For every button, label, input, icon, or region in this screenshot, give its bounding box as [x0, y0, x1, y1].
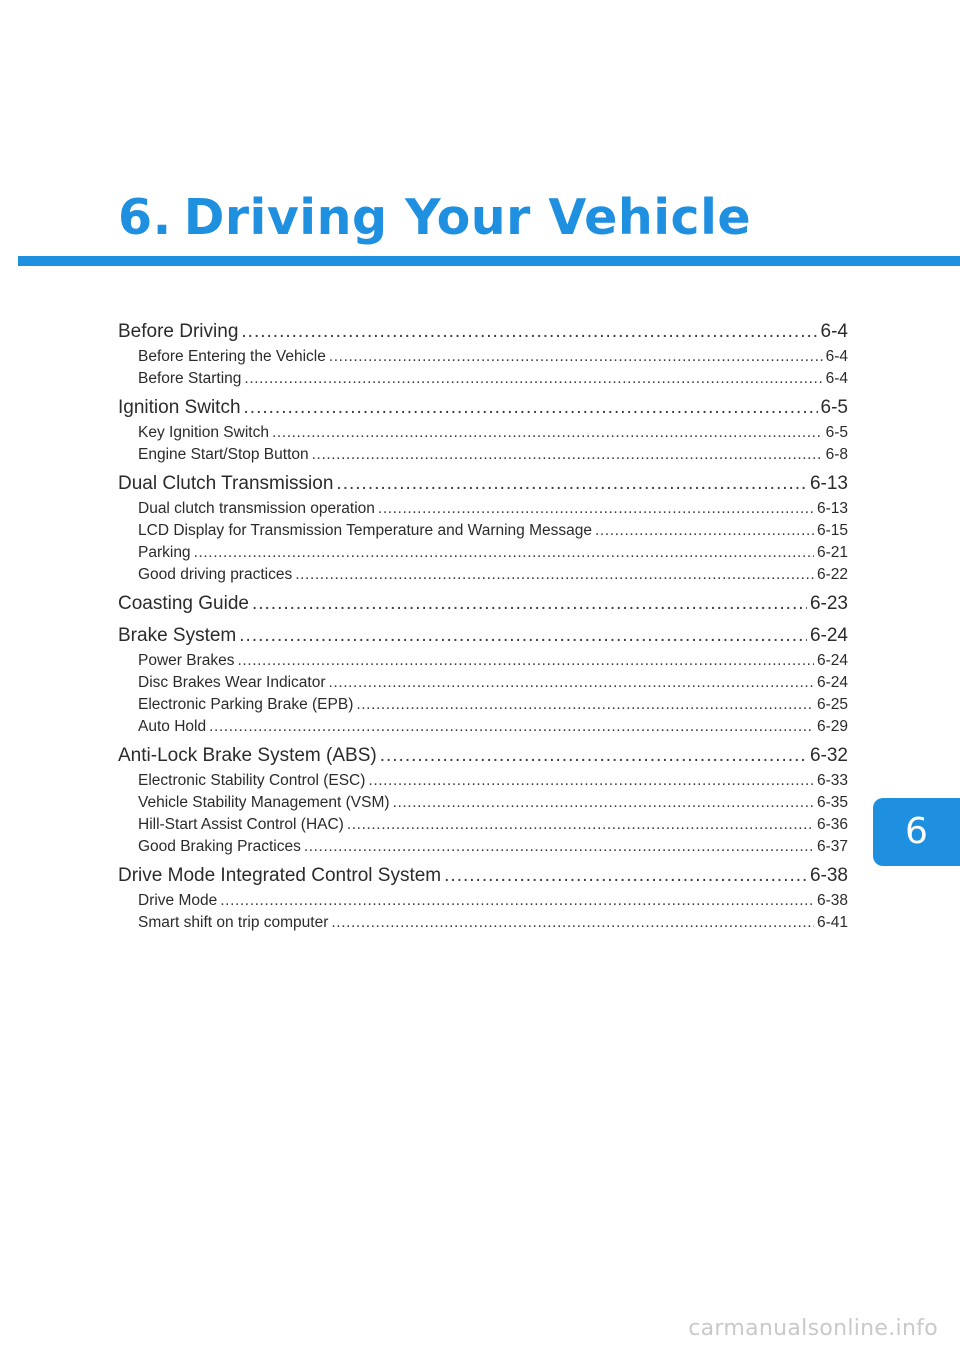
toc-subentry[interactable] [118, 498, 848, 520]
toc-subentry-page: 6-29 [816, 718, 848, 735]
toc-subentry-title: Power Brakes [138, 652, 235, 669]
toc-entry[interactable] [118, 622, 848, 650]
toc-subentry-title: Drive Mode [138, 892, 218, 909]
chapter-title-text: Driving Your Vehicle [183, 189, 752, 246]
toc-subentry[interactable] [118, 792, 848, 814]
chapter-title [118, 188, 751, 248]
toc-entry-title: Drive Mode Integrated Control System [118, 865, 442, 886]
toc-subentry-title: LCD Display for Transmission Temperature and Warning Message [138, 522, 592, 539]
dot-leader [329, 346, 823, 368]
toc-subentry[interactable] [118, 520, 848, 542]
dot-leader [444, 862, 807, 890]
toc-subentry-page: 6-35 [816, 794, 848, 811]
toc-subentry-page: 6-33 [816, 772, 848, 789]
toc-subentry[interactable] [118, 890, 848, 912]
dot-leader [312, 444, 823, 466]
dot-leader [336, 470, 807, 498]
toc-section [118, 590, 848, 618]
dot-leader [378, 498, 814, 520]
toc-subentry-page: 6-15 [816, 522, 848, 539]
dot-leader [244, 368, 822, 390]
toc-subentry-page: 6-41 [816, 914, 848, 931]
toc-subentry[interactable] [118, 542, 848, 564]
toc-subentry[interactable] [118, 672, 848, 694]
toc-subentry-title: Parking [138, 544, 191, 561]
toc-subentry-title: Before Starting [138, 370, 242, 387]
toc-entry-page: 6-4 [820, 321, 848, 342]
toc-entry-page: 6-23 [809, 593, 848, 614]
watermark: carmanualsonline.info [688, 1316, 938, 1341]
toc-subentry-title: Hill-Start Assist Control (HAC) [138, 816, 344, 833]
toc-subentry-page: 6-8 [825, 446, 848, 463]
toc-subentry[interactable] [118, 650, 848, 672]
toc-subentry[interactable] [118, 836, 848, 858]
toc-section [118, 318, 848, 390]
toc-subentry[interactable] [118, 770, 848, 792]
dot-leader [295, 564, 814, 586]
toc-entry-page: 6-13 [809, 473, 848, 494]
toc-subentry-title: Auto Hold [138, 718, 207, 735]
dot-leader [252, 590, 807, 618]
dot-leader [329, 672, 814, 694]
toc-subentry[interactable] [118, 444, 848, 466]
toc-entry[interactable] [118, 470, 848, 498]
toc-section [118, 470, 848, 586]
toc-entry-title: Anti-Lock Brake System (ABS) [118, 745, 377, 766]
dot-leader [239, 622, 807, 650]
toc-subentry-page: 6-24 [816, 652, 848, 669]
dot-leader [380, 742, 807, 770]
dot-leader [331, 912, 814, 934]
dot-leader [393, 792, 814, 814]
dot-leader [237, 650, 813, 672]
toc-entry-page: 6-5 [820, 397, 848, 418]
toc-subentry[interactable] [118, 912, 848, 934]
toc-subentry[interactable] [118, 422, 848, 444]
toc-subentry-page: 6-36 [816, 816, 848, 833]
toc-entry[interactable] [118, 590, 848, 618]
toc-subentry[interactable] [118, 346, 848, 368]
dot-leader [595, 520, 814, 542]
toc-entry[interactable] [118, 318, 848, 346]
toc-subentry-title: Electronic Stability Control (ESC) [138, 772, 366, 789]
toc-subentry-title: Key Ignition Switch [138, 424, 269, 441]
toc-entry-page: 6-38 [809, 865, 848, 886]
dot-leader [244, 394, 818, 422]
toc-subentry-title: Electronic Parking Brake (EPB) [138, 696, 354, 713]
dot-leader [220, 890, 814, 912]
toc-subentry-page: 6-4 [825, 370, 848, 387]
toc-entry-title: Brake System [118, 625, 237, 646]
toc-entry-title: Coasting Guide [118, 593, 249, 614]
toc-entry-title: Ignition Switch [118, 397, 241, 418]
toc-subentry-page: 6-25 [816, 696, 848, 713]
dot-leader [241, 318, 817, 346]
dot-leader [356, 694, 814, 716]
toc-subentry-title: Engine Start/Stop Button [138, 446, 309, 463]
toc-entry[interactable] [118, 862, 848, 890]
toc-entry[interactable] [118, 742, 848, 770]
toc-subentry-title: Dual clutch transmission operation [138, 500, 375, 517]
toc-subentry[interactable] [118, 564, 848, 586]
toc-subentry-page: 6-5 [825, 424, 848, 441]
toc-entry-title: Dual Clutch Transmission [118, 473, 334, 494]
toc-subentry-page: 6-21 [816, 544, 848, 561]
toc-subentry-page: 6-13 [816, 500, 848, 517]
toc-entry-title: Before Driving [118, 321, 239, 342]
toc-section [118, 622, 848, 738]
dot-leader [209, 716, 814, 738]
toc-subentry-page: 6-22 [816, 566, 848, 583]
dot-leader [347, 814, 814, 836]
table-of-contents [118, 314, 848, 934]
toc-subentry[interactable] [118, 368, 848, 390]
toc-subentry-title: Disc Brakes Wear Indicator [138, 674, 326, 691]
toc-entry-page: 6-32 [809, 745, 848, 766]
toc-section [118, 742, 848, 858]
title-rule [18, 256, 960, 266]
dot-leader [194, 542, 814, 564]
toc-subentry[interactable] [118, 814, 848, 836]
toc-subentry[interactable] [118, 694, 848, 716]
toc-entry[interactable] [118, 394, 848, 422]
dot-leader [368, 770, 814, 792]
chapter-tab[interactable]: 6 [873, 798, 960, 866]
toc-subentry[interactable] [118, 716, 848, 738]
toc-subentry-page: 6-38 [816, 892, 848, 909]
toc-subentry-page: 6-37 [816, 838, 848, 855]
toc-subentry-title: Smart shift on trip computer [138, 914, 329, 931]
toc-subentry-page: 6-4 [825, 348, 848, 365]
toc-section [118, 862, 848, 934]
toc-subentry-title: Good Braking Practices [138, 838, 301, 855]
toc-subentry-title: Before Entering the Vehicle [138, 348, 326, 365]
toc-subentry-title: Good driving practices [138, 566, 293, 583]
toc-entry-page: 6-24 [809, 625, 848, 646]
dot-leader [304, 836, 814, 858]
toc-subentry-page: 6-24 [816, 674, 848, 691]
dot-leader [272, 422, 823, 444]
chapter-number: 6. [118, 189, 172, 246]
toc-subentry-title: Vehicle Stability Management (VSM) [138, 794, 390, 811]
toc-section [118, 394, 848, 466]
